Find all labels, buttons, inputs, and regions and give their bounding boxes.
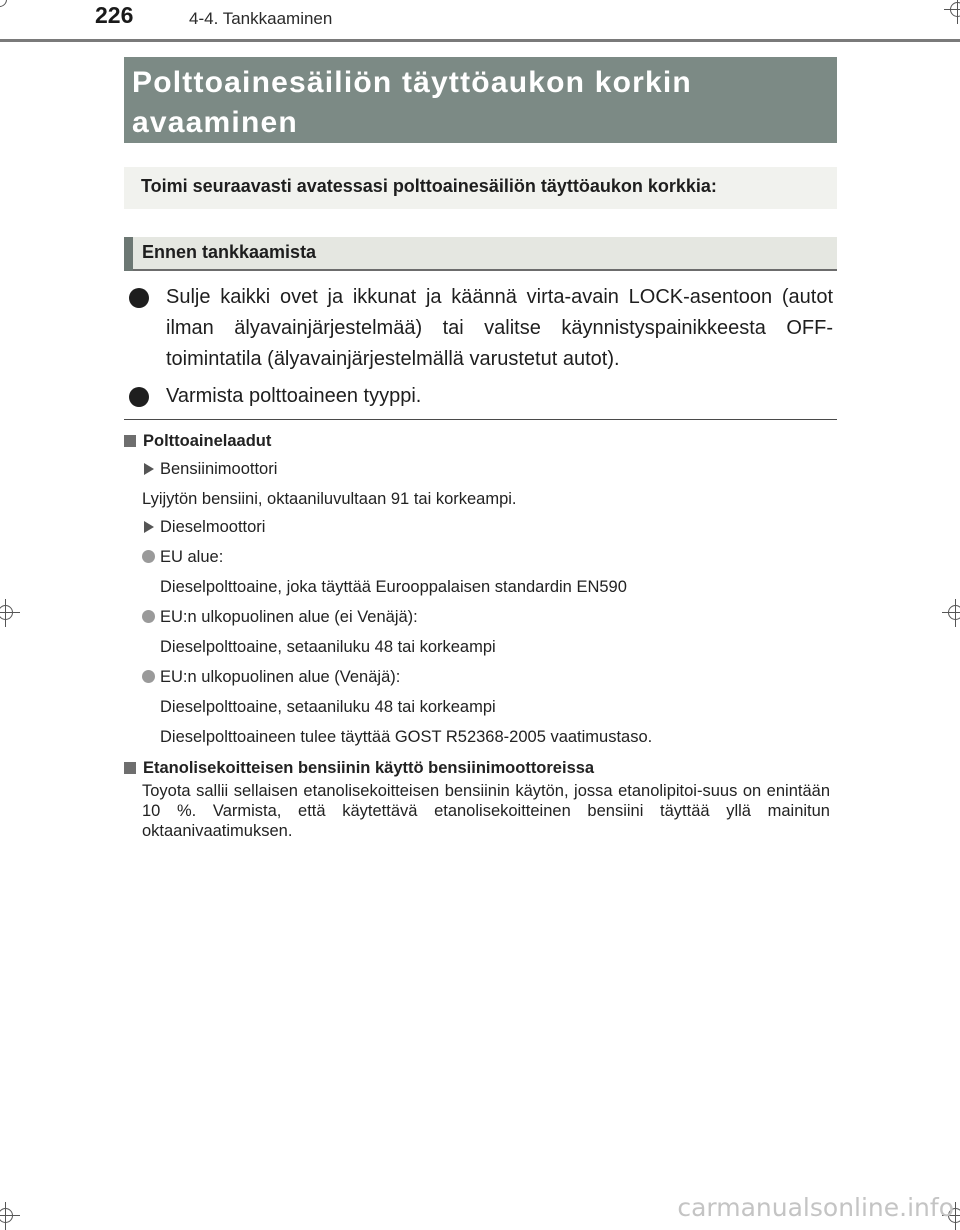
square-bullet-icon: [124, 435, 136, 447]
fuel-types-heading: Polttoainelaadut: [124, 430, 830, 452]
region-requirement: Dieselpolttoaineen tulee täyttää GOST R52368-2005 vaatimustaso.: [160, 728, 653, 746]
ethanol-heading: Etanolisekoitteisen bensiinin käyttö bensiinimoottoreissa: [124, 757, 830, 779]
gasoline-engine-label: Bensiinimoottori: [124, 458, 830, 480]
circle-bullet-icon: [142, 670, 155, 683]
section-label: 4-4. Tankkaaminen: [189, 9, 333, 28]
intro-box: Toimi seuraavasti avatessasi polttoainesäiliön täyttöaukon korkkia:: [124, 167, 837, 209]
region-requirement: Dieselpolttoaine, joka täyttää Eurooppalaisen standardin EN590: [160, 578, 627, 596]
gasoline-fuel-text: Lyijytön bensiini, oktaaniluvultaan 91 tai korkeampi.: [142, 490, 517, 508]
crop-mark-icon: [946, 603, 960, 623]
circle-bullet-icon: [142, 550, 155, 563]
heading-accent-bar: [124, 237, 133, 271]
before-refueling-list: [129, 282, 833, 418]
region-item: EU alue:: [124, 546, 830, 568]
header-rule: [0, 39, 960, 42]
crop-mark-icon: [948, 0, 960, 20]
divider: [124, 419, 837, 420]
region-item: EU:n ulkopuolinen alue (ei Venäjä):: [124, 606, 830, 628]
region-requirement: Dieselpolttoaine, setaaniluku 48 tai korkeampi: [160, 638, 496, 656]
bullet-icon: [129, 387, 149, 407]
list-item: [129, 282, 833, 375]
page-number: 226: [95, 2, 134, 28]
crop-mark-icon: [0, 0, 10, 10]
triangle-bullet-icon: [144, 521, 154, 533]
bullet-icon: [129, 288, 149, 308]
list-item-text: Varmista polttoaineen tyyppi.: [166, 385, 422, 407]
diesel-engine-label: Dieselmoottori: [124, 516, 830, 538]
page-title: Polttoainesäiliön täyttöaukon korkin avaaminen: [132, 66, 692, 139]
ethanol-text: Toyota sallii sellaisen etanolisekoitteisen bensiinin käytön, jossa etanolipitoi-suus on enintään 10 %. Varmista, että käytettävä etanolisekoitteinen bensiini täyttää yllä mainitun oktaanivaatimuksen.: [142, 782, 830, 840]
region-item: EU:n ulkopuolinen alue (Venäjä):: [124, 666, 830, 688]
triangle-bullet-icon: [144, 463, 154, 475]
region-requirement: Dieselpolttoaine, setaaniluku 48 tai korkeampi: [160, 698, 496, 716]
circle-bullet-icon: [142, 610, 155, 623]
square-bullet-icon: [124, 762, 136, 774]
title-band: [124, 57, 837, 143]
subsection-heading: Ennen tankkaamista: [124, 237, 837, 271]
watermark: carmanualsonline.info: [677, 1193, 954, 1222]
crop-mark-icon: [0, 603, 16, 623]
list-item: [129, 381, 833, 412]
notes-area: [124, 428, 830, 841]
crop-mark-icon: [0, 1206, 16, 1226]
list-item-text: Sulje kaikki ovet ja ikkunat ja käännä virta-avain LOCK-asentoon (autot ilman älyavainjärjestelmää) tai valitse käynnistyspainikkeesta OFF-toimintatila (älyavainjärjestelmällä varustetut autot).: [166, 286, 833, 370]
